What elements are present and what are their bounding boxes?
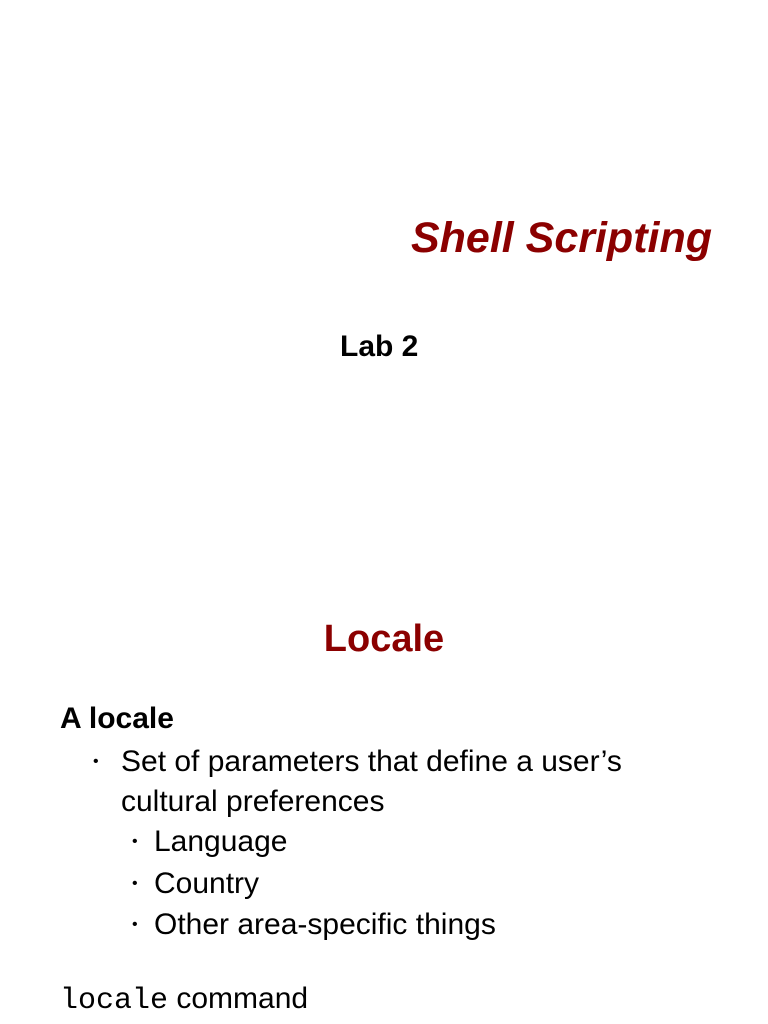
sub-bullet-text: Language xyxy=(154,825,288,858)
bullet-icon: • xyxy=(132,916,138,933)
slide-subtitle: Lab 2 xyxy=(340,330,419,363)
sub-bullet-item xyxy=(132,864,259,904)
slide-title: Locale xyxy=(323,618,445,660)
bullet-item xyxy=(93,742,713,822)
bullet-icon: • xyxy=(132,833,138,850)
sub-bullet-text: Other area-specific things xyxy=(154,908,496,941)
section-heading: A locale xyxy=(60,702,174,735)
bullet-icon: • xyxy=(93,753,99,770)
bullet-text: Set of parameters that define a user’s cultural preferences xyxy=(121,745,622,818)
slide-title: Shell Scripting xyxy=(410,214,712,262)
sub-bullet-item xyxy=(132,905,496,945)
sub-bullet-text: Country xyxy=(154,867,260,900)
sub-bullet-item xyxy=(132,822,287,862)
command-label: command xyxy=(168,982,309,1015)
locale-slide xyxy=(0,512,768,1024)
command-code: locale xyxy=(60,984,169,1018)
bullet-icon: • xyxy=(132,875,138,892)
command-line xyxy=(60,982,308,1018)
